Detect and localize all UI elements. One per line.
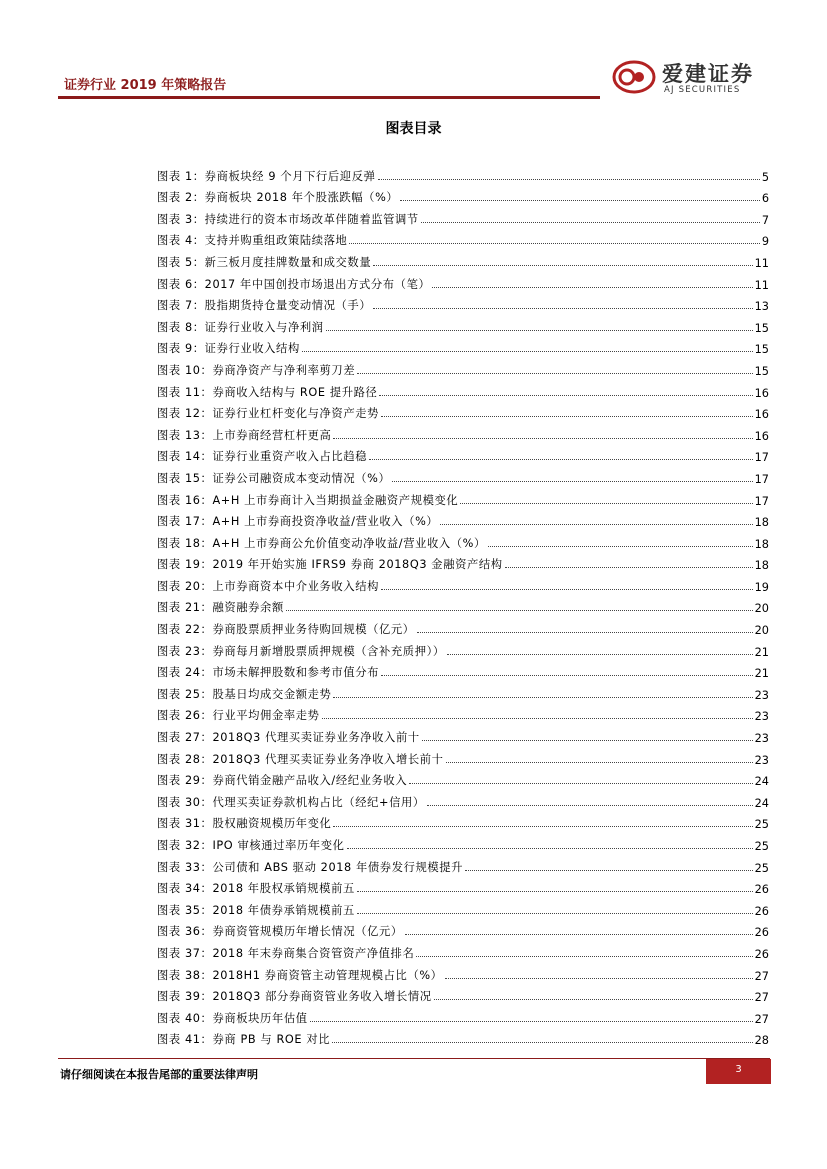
toc-leader-dots (333, 438, 752, 439)
toc-entry-page: 24 (754, 796, 769, 810)
toc-leader-dots (381, 675, 753, 676)
toc-entry-page: 21 (754, 645, 769, 659)
toc-entry-page: 23 (754, 710, 769, 724)
toc-entry-label: 图表 26：行业平均佣金率走势 (157, 709, 320, 723)
toc-entry-page: 26 (754, 904, 769, 918)
toc-entry-label: 图表 16：A+H 上市券商计入当期损益金融资产规模变化 (157, 493, 459, 507)
toc-entry[interactable] (157, 270, 769, 292)
header-title: 证券行业 2019 年策略报告 (64, 78, 227, 93)
toc-entry-label: 图表 40：券商板块历年估值 (157, 1011, 308, 1025)
toc-leader-dots (373, 265, 752, 266)
toc-entry-label: 图表 35：2018 年债券承销规模前五 (157, 903, 355, 917)
toc-entry-label: 图表 21：融资融券余额 (157, 601, 284, 615)
toc-leader-dots (427, 805, 753, 806)
toc-leader-dots (465, 870, 753, 871)
toc-leader-dots (357, 891, 753, 892)
logo-en: AJ SECURITIES (664, 85, 741, 95)
toc-entry-label: 图表 39：2018Q3 部分券商资管业务收入增长情况 (157, 990, 432, 1004)
toc-entry[interactable] (157, 745, 769, 767)
toc-entry-page: 11 (754, 278, 769, 292)
toc-entry[interactable] (157, 831, 769, 853)
toc-entry-page: 27 (754, 1012, 769, 1026)
toc-leader-dots (440, 524, 752, 525)
toc-entry-page: 23 (754, 753, 769, 767)
toc-entry-page: 11 (754, 256, 769, 270)
toc-leader-dots (349, 243, 759, 244)
toc-entry-label: 图表 29：券商代销金融产品收入/经纪业务收入 (157, 774, 408, 788)
toc-entry[interactable] (157, 464, 769, 486)
logo (612, 58, 772, 98)
toc-entry[interactable] (157, 508, 769, 530)
toc-entry[interactable] (157, 1026, 769, 1048)
toc-entry[interactable] (157, 400, 769, 422)
toc-entry-label: 图表 5：新三板月度挂牌数量和成交数量 (157, 255, 372, 269)
toc-leader-dots (322, 718, 753, 719)
toc-entry[interactable] (157, 227, 769, 249)
toc-entry[interactable] (157, 918, 769, 940)
toc-entry-page: 20 (754, 624, 769, 638)
toc-entry[interactable] (157, 615, 769, 637)
toc-entry-page: 17 (754, 451, 769, 465)
toc-entry-label: 图表 15：证券公司融资成本变动情况（%） (157, 471, 391, 485)
toc-entry-page: 16 (754, 429, 769, 443)
toc-entry-page: 15 (754, 343, 769, 357)
toc-list (157, 162, 769, 1047)
toc-entry-page: 25 (754, 861, 769, 875)
toc-entry[interactable] (157, 356, 769, 378)
toc-entry[interactable] (157, 637, 769, 659)
toc-entry-page: 16 (754, 386, 769, 400)
toc-entry-label: 图表 13：上市券商经营杠杆更高 (157, 428, 332, 442)
toc-entry[interactable] (157, 896, 769, 918)
toc-entry[interactable] (157, 659, 769, 681)
toc-entry-page: 19 (754, 580, 769, 594)
toc-entry-page: 17 (754, 472, 769, 486)
toc-entry-page: 24 (754, 775, 769, 789)
toc-entry-page: 28 (754, 1034, 769, 1048)
toc-entry-page: 27 (754, 969, 769, 983)
toc-entry[interactable] (157, 810, 769, 832)
toc-entry-label: 图表 37：2018 年末券商集合资管资产净值排名 (157, 946, 415, 960)
toc-entry-label: 图表 36：券商资管规模历年增长情况（亿元） (157, 925, 403, 939)
toc-leader-dots (332, 1042, 752, 1043)
toc-entry-label: 图表 7：股指期货持仓量变动情况（手） (157, 299, 372, 313)
toc-leader-dots (347, 848, 753, 849)
toc-leader-dots (369, 459, 753, 460)
toc-entry-page: 15 (754, 321, 769, 335)
toc-entry-label: 图表 30：代理买卖证券款机构占比（经纪+信用） (157, 795, 425, 809)
toc-entry-label: 图表 22：券商股票质押业务待购回规模（亿元） (157, 623, 415, 637)
toc-entry-label: 图表 17：A+H 上市券商投资净收益/营业收入（%） (157, 515, 439, 529)
toc-entry-page: 25 (754, 840, 769, 853)
logo-mark-icon (612, 60, 656, 94)
toc-entry-page: 5 (761, 170, 769, 184)
toc-leader-dots (416, 956, 752, 957)
toc-leader-dots (381, 416, 753, 417)
toc-entry[interactable] (157, 875, 769, 897)
toc-leader-dots (447, 654, 753, 655)
toc-entry-page: 7 (761, 213, 769, 227)
toc-entry-label: 图表 32：IPO 审核通过率历年变化 (157, 839, 345, 852)
toc-entry-page: 18 (754, 516, 769, 530)
toc-entry[interactable] (157, 767, 769, 789)
toc-entry[interactable] (157, 421, 769, 443)
toc-leader-dots (326, 330, 753, 331)
logo-cn: 爱建证券 (662, 61, 754, 86)
toc-entry-page: 16 (754, 408, 769, 422)
footer-notice: 请仔细阅读在本报告尾部的重要法律声明 (60, 1068, 258, 1081)
toc-entry-page: 26 (754, 883, 769, 897)
toc-entry-label: 图表 8：证券行业收入与净利润 (157, 320, 324, 334)
toc-entry-page: 17 (754, 494, 769, 508)
toc-leader-dots (357, 373, 752, 374)
toc-entry[interactable] (157, 378, 769, 400)
toc-entry-label: 图表 3：持续进行的资本市场改革伴随着监管调节 (157, 212, 419, 226)
toc-entry[interactable] (157, 184, 769, 206)
toc-entry[interactable] (157, 723, 769, 745)
toc-leader-dots (409, 783, 752, 784)
toc-entry[interactable] (157, 529, 769, 551)
toc-leader-dots (373, 308, 752, 309)
toc-entry-page: 20 (754, 602, 769, 616)
toc-entry-page: 23 (754, 732, 769, 746)
toc-entry-label: 图表 27：2018Q3 代理买卖证券业务净收入前十 (157, 731, 420, 745)
toc-entry-page: 25 (754, 818, 769, 832)
toc-title: 图表目录 (385, 121, 442, 137)
toc-leader-dots (357, 913, 753, 914)
toc-leader-dots (405, 934, 753, 935)
toc-entry-page: 18 (754, 559, 769, 573)
toc-entry[interactable] (157, 248, 769, 270)
toc-entry[interactable] (157, 572, 769, 594)
toc-entry-label: 图表 28：2018Q3 代理买卖证券业务净收入增长前十 (157, 752, 444, 766)
toc-entry[interactable] (157, 853, 769, 875)
toc-entry-label: 图表 38：2018H1 券商资管主动管理规模占比（%） (157, 968, 443, 982)
toc-entry[interactable] (157, 443, 769, 465)
toc-leader-dots (505, 567, 753, 568)
toc-leader-dots (392, 481, 752, 482)
toc-leader-dots (333, 826, 752, 827)
toc-entry-page: 9 (761, 235, 769, 249)
toc-leader-dots (379, 395, 752, 396)
toc-entry-label: 图表 34：2018 年股权承销规模前五 (157, 882, 355, 896)
toc-leader-dots (434, 999, 753, 1000)
toc-entry-page: 15 (754, 364, 769, 378)
toc-entry-label: 图表 12：证券行业杠杆变化与净资产走势 (157, 407, 380, 421)
toc-entry-page: 27 (754, 991, 769, 1005)
toc-entry-label: 图表 41：券商 PB 与 ROE 对比 (157, 1033, 331, 1047)
toc-entry-label: 图表 6：2017 年中国创投市场退出方式分布（笔） (157, 277, 431, 291)
toc-leader-dots (422, 740, 753, 741)
toc-entry-page: 6 (761, 192, 769, 206)
toc-entry[interactable] (157, 313, 769, 335)
toc-entry-label: 图表 18：A+H 上市券商公允价值变动净收益/营业收入（%） (157, 536, 486, 550)
toc-leader-dots (302, 351, 753, 352)
toc-leader-dots (378, 179, 760, 180)
toc-leader-dots (445, 978, 753, 979)
toc-entry-label: 图表 23：券商每月新增股票质押规模（含补充质押）） (157, 644, 445, 658)
toc-entry[interactable] (157, 162, 769, 184)
toc-leader-dots (421, 222, 760, 223)
page-number: 3 (706, 1059, 771, 1084)
toc-entry[interactable] (157, 983, 769, 1005)
toc-entry-label: 图表 14：证券行业重资产收入占比趋稳 (157, 450, 368, 464)
toc-entry-page: 26 (754, 926, 769, 940)
toc-leader-dots (460, 503, 752, 504)
toc-leader-dots (286, 610, 753, 611)
toc-entry[interactable] (157, 551, 769, 573)
toc-entry-label: 图表 33：公司债和 ABS 驱动 2018 年债券发行规模提升 (157, 860, 464, 874)
toc-leader-dots (446, 762, 753, 763)
toc-leader-dots (488, 546, 753, 547)
toc-entry[interactable] (157, 1004, 769, 1026)
toc-entry-page: 13 (754, 300, 769, 314)
toc-entry[interactable] (157, 335, 769, 357)
toc-entry-label: 图表 19：2019 年开始实施 IFRS9 券商 2018Q3 金融资产结构 (157, 558, 503, 572)
toc-entry-label: 图表 1：券商板块经 9 个月下行后迎反弹 (157, 169, 376, 183)
toc-entry[interactable] (157, 205, 769, 227)
toc-leader-dots (417, 632, 753, 633)
toc-entry-page: 21 (754, 667, 769, 681)
toc-entry-label: 图表 31：股权融资规模历年变化 (157, 817, 332, 831)
toc-entry[interactable] (157, 702, 769, 724)
toc-entry-label: 图表 25：股基日均成交金额走势 (157, 687, 332, 701)
toc-leader-dots (310, 1021, 753, 1022)
toc-entry[interactable] (157, 939, 769, 961)
toc-leader-dots (381, 589, 753, 590)
toc-entry-page: 26 (754, 947, 769, 961)
toc-leader-dots (432, 287, 752, 288)
toc-leader-dots (400, 200, 760, 201)
toc-entry[interactable] (157, 292, 769, 314)
toc-entry-page: 18 (754, 537, 769, 551)
toc-entry-label: 图表 9：证券行业收入结构 (157, 342, 300, 356)
footer-rule (58, 1058, 770, 1059)
toc-entry-label: 图表 11：券商收入结构与 ROE 提升路径 (157, 385, 378, 399)
header-rule (58, 96, 600, 99)
toc-entry-page: 23 (754, 688, 769, 702)
toc-entry[interactable] (157, 961, 769, 983)
toc-entry-label: 图表 24：市场未解押股数和参考市值分布 (157, 666, 380, 680)
toc-entry[interactable] (157, 486, 769, 508)
toc-entry-label: 图表 10：券商净资产与净利率剪刀差 (157, 363, 356, 377)
toc-entry[interactable] (157, 680, 769, 702)
toc-entry[interactable] (157, 788, 769, 810)
toc-entry-label: 图表 2：券商板块 2018 年个股涨跌幅（%） (157, 191, 399, 205)
toc-entry-label: 图表 4：支持并购重组政策陆续落地 (157, 234, 348, 248)
toc-leader-dots (333, 697, 752, 698)
toc-entry[interactable] (157, 594, 769, 616)
toc-entry-label: 图表 20：上市券商资本中介业务收入结构 (157, 579, 380, 593)
